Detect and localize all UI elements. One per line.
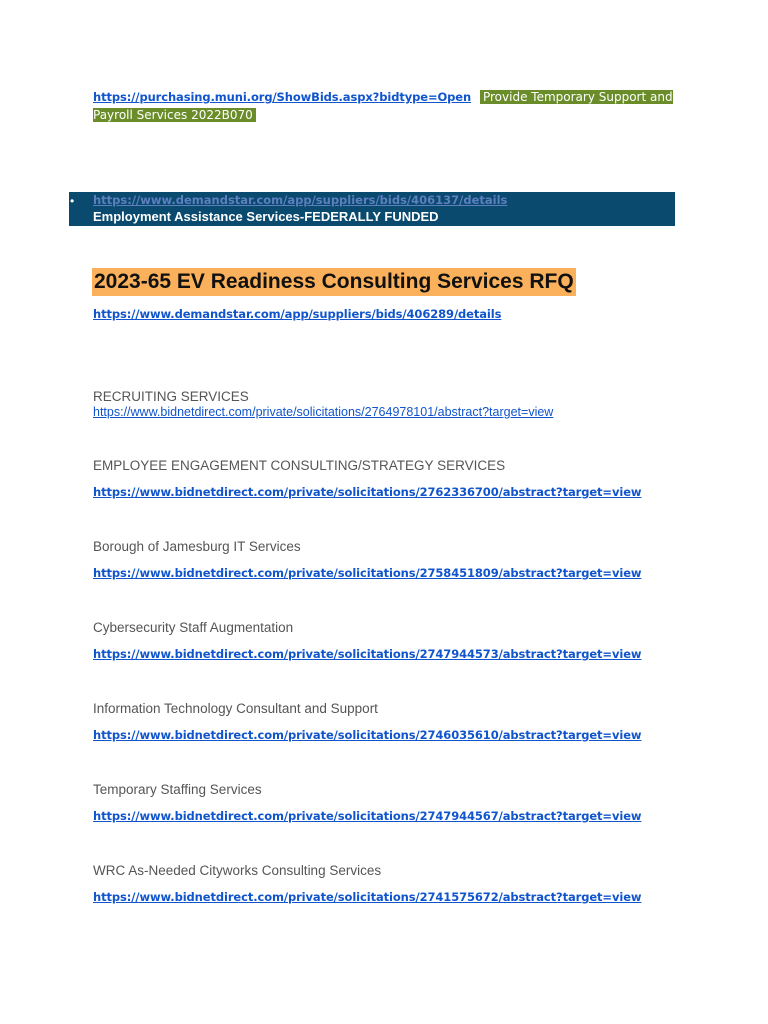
banner-title: Employment Assistance Services-FEDERALLY FUNDED <box>93 209 439 224</box>
listing-label: Cybersecurity Staff Augmentation <box>93 620 294 635</box>
listing-link[interactable]: https://www.bidnetdirect.com/private/solicitations/2764978101/abstract?target=view <box>93 405 554 419</box>
demandstar-406289-link[interactable]: https://www.demandstar.com/app/suppliers/bids/406289/details <box>93 307 502 321</box>
purchasing-muni-link[interactable]: https://purchasing.muni.org/ShowBids.aspx?bidtype=Open <box>93 90 472 104</box>
listing-label: Borough of Jamesburg IT Services <box>93 539 301 554</box>
listing-label: RECRUITING SERVICES <box>93 389 249 404</box>
listing-label: EMPLOYEE ENGAGEMENT CONSULTING/STRATEGY SERVICES <box>93 458 506 473</box>
bid-entry-temporary-support <box>93 88 673 124</box>
listing-label: Temporary Staffing Services <box>93 782 262 797</box>
listing-label: Information Technology Consultant and Support <box>93 701 378 716</box>
ev-readiness-title: 2023-65 EV Readiness Consulting Services RFQ <box>92 268 576 296</box>
highlighted-bid-title: Provide Temporary Support and Payroll Services 2022B070 <box>93 90 673 122</box>
listing-link[interactable]: https://www.bidnetdirect.com/private/solicitations/2746035610/abstract?target=view <box>93 728 642 742</box>
listing-link[interactable]: https://www.bidnetdirect.com/private/solicitations/2747944567/abstract?target=view <box>93 809 642 823</box>
listing-link[interactable]: https://www.bidnetdirect.com/private/solicitations/2741575672/abstract?target=view <box>93 890 642 904</box>
demandstar-406137-link[interactable]: https://www.demandstar.com/app/suppliers/bids/406137/details <box>93 193 508 207</box>
listing-link[interactable]: https://www.bidnetdirect.com/private/solicitations/2747944573/abstract?target=view <box>93 647 642 661</box>
listing-link[interactable]: https://www.bidnetdirect.com/private/solicitations/2758451809/abstract?target=view <box>93 566 642 580</box>
bullet-icon: • <box>70 194 75 208</box>
federally-funded-banner <box>69 192 675 226</box>
listing-label: WRC As-Needed Cityworks Consulting Services <box>93 863 382 878</box>
listing-link[interactable]: https://www.bidnetdirect.com/private/solicitations/2762336700/abstract?target=view <box>93 485 642 499</box>
